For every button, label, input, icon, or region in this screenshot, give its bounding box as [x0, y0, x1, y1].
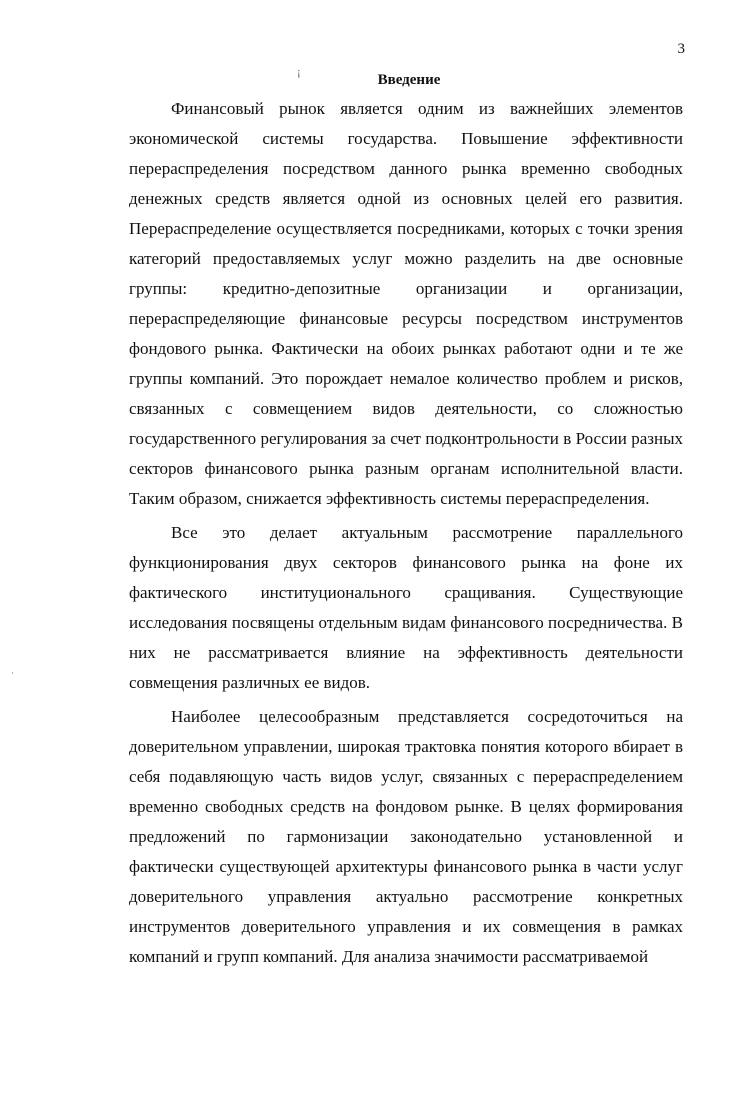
paragraph-2: Все это делает актуальным рассмотрение параллельного функционирования двух секторов финансового рынка на фоне их фактического институционального сращивания. Существующие исследования посвящены отдельным видам финансового посредничества. В них не рассматривается влияние на эффективность деятельности совмещения различных ее видов. [129, 523, 683, 692]
body-text [129, 94, 683, 972]
page-number: 3 [677, 41, 685, 57]
scan-artifact-mark: ¡ [297, 66, 301, 78]
scan-artifact-dot: · [11, 668, 14, 678]
section-heading: Введение [377, 72, 441, 88]
paragraph-1: Финансовый рынок является одним из важнейших элементов экономической системы государства. Повышение эффективности перераспределения посредством данного рынка временно свободных денежных средств является одной из основных целей его развития. Перераспределение осуществляется посредниками, которых с точки зрения категорий предоставляемых услуг можно разделить на две основные группы: кредитно-депозитные организации и организации, перераспределяющие финансовые ресурсы посредством инструментов фондового рынка. Фактически на обоих рынках работают одни и те же группы компаний. Это порождает немалое количество проблем и рисков, связанных с совмещением видов деятельности, со сложностью государственного регулирования за счет подконтрольности в России разных секторов финансового рынка разным органам исполнительной власти. Таким образом, снижается эффективность системы перераспределения. [129, 99, 683, 508]
paragraph-3: Наиболее целесообразным представляется сосредоточиться на доверительном управлении, широкая трактовка понятия которого вбирает в себя подавляющую часть видов услуг, связанных с перераспределением временно свободных средств на фондовом рынке. В целях формирования предложений по гармонизации законодательно установленной и фактически существующей архитектуры финансового рынка в части услуг доверительного управления актуально рассмотрение конкретных инструментов доверительного управления и их совмещения в рамках компаний и групп компаний. Для анализа значимости рассматриваемой [129, 707, 683, 966]
